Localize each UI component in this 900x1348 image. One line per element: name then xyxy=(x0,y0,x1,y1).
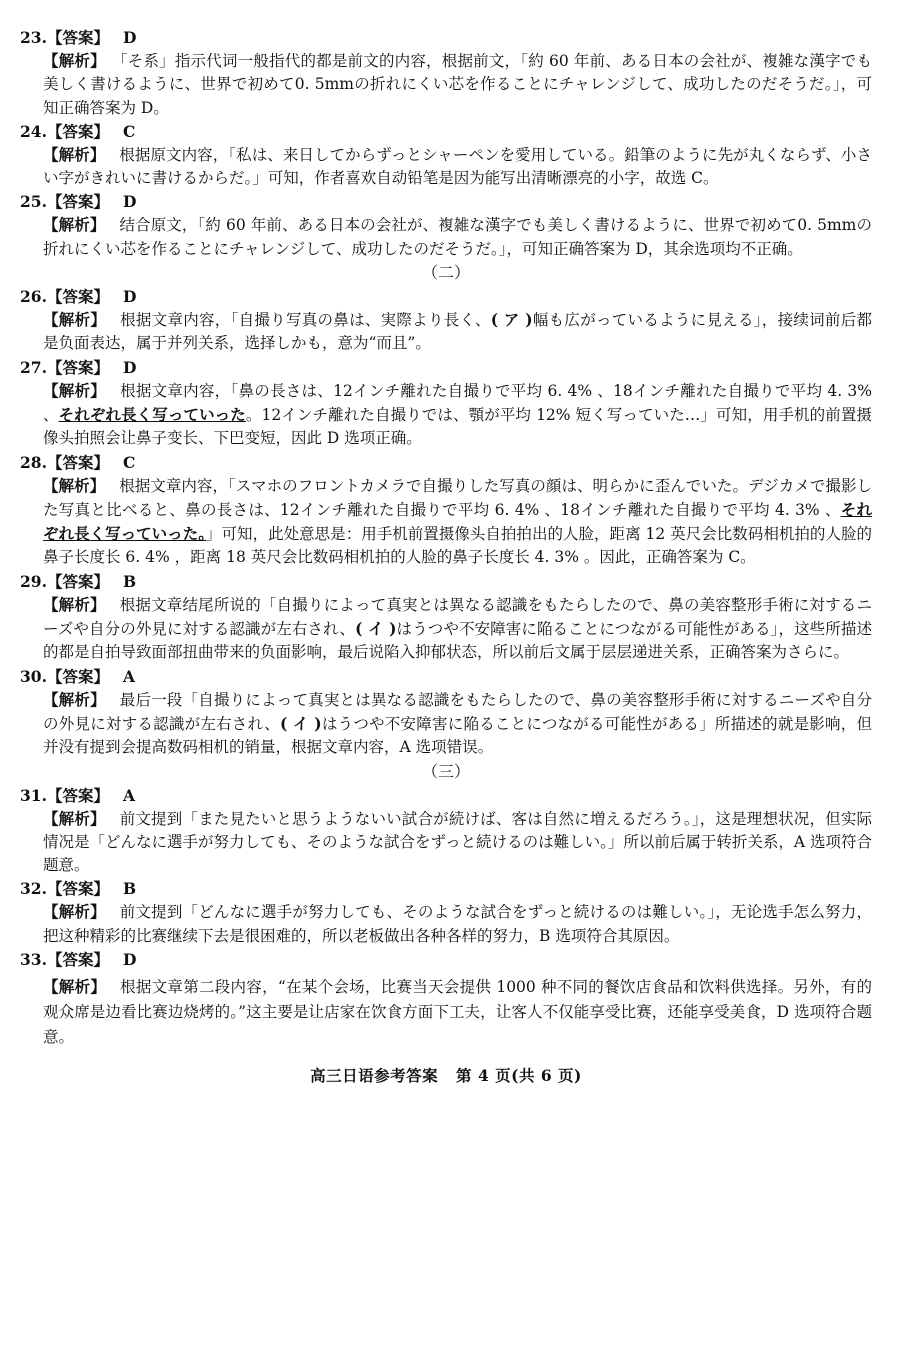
analysis-text xyxy=(20,308,872,356)
answer-value: A xyxy=(122,785,136,805)
analysis-segment: 前文提到「また見たいと思うようないい試合が続けば、客は自然に増えるだろう。」，这是理想状况，但实际情况是「どんなに選手が努力しても、そのような試合をずっと続けるのは難しい。」所以前后属于转折关系，A 选项符合题意。 xyxy=(43,809,872,875)
answer-label: 【答案】 xyxy=(46,879,109,899)
answer-item-23 xyxy=(20,26,872,120)
answer-line xyxy=(20,877,872,900)
question-number: 23. xyxy=(20,28,47,47)
items-group-3 xyxy=(20,784,872,1050)
analysis-text xyxy=(20,974,872,1050)
analysis-label: 【解析】 xyxy=(43,902,106,922)
answer-line xyxy=(20,26,872,49)
answer-item-25 xyxy=(20,190,872,261)
analysis-label: 【解析】 xyxy=(43,215,106,235)
answer-value: B xyxy=(122,879,137,899)
section-heading-3: （三） xyxy=(421,761,470,781)
answer-line xyxy=(20,190,872,213)
answer-value: D xyxy=(122,357,137,377)
answer-line xyxy=(20,285,872,308)
analysis-segment: 根据文章结尾所说的「自撮りによって真実とは異なる認識をもたらしたので、鼻の美容整形手術に対するニーズや自分の外見に対する認識が左右され、 xyxy=(43,595,872,639)
answer-label: 【答案】 xyxy=(46,785,109,805)
question-number: 26. xyxy=(20,287,47,307)
blank-marker: ( ア ) xyxy=(490,310,533,330)
answer-line xyxy=(20,948,872,971)
analysis-text xyxy=(20,593,872,665)
answer-value: C xyxy=(122,452,136,472)
page-footer xyxy=(20,1064,872,1086)
answer-line xyxy=(20,665,872,688)
answer-value: B xyxy=(122,571,137,591)
analysis-text xyxy=(20,213,872,261)
answer-item-28 xyxy=(20,451,872,570)
items-group-2 xyxy=(20,285,872,759)
analysis-segment: 前文提到「どんなに選手が努力しても、そのような試合をずっと続けるのは難しい。」，无论选手怎么努力，把这种精彩的比赛继续下去是很困难的，所以老板做出各种各样的努力，B 选项符合其原因。 xyxy=(43,903,872,945)
analysis-label: 【解析】 xyxy=(43,380,107,400)
answer-label: 【答案】 xyxy=(46,452,109,472)
answer-value: A xyxy=(122,666,136,686)
analysis-segment: 。12インチ離れた自撮りでは、顎が平均 12% 短く写っていた…」可知，用手机的前置摄像头拍照会让鼻子变长、下巴变短，因此 D 选项正确。 xyxy=(43,405,872,448)
analysis-segment: 「そ系」指示代词一般指代的都是前文的内容，根据前文，「約 60 年前、ある日本の会社が、複雑な漢字でも美しく書けるように、世界で初めて0. 5mmの折れにくい芯を作ることにチャレンジして、成功したのだそうだ。」，可知正确答案为 D。 xyxy=(43,52,872,117)
analysis-text xyxy=(20,379,872,451)
question-number: 30. xyxy=(20,666,47,686)
analysis-segment: 幅も広がっているように見える」，接续词前后都是负面表达，属于并列关系，选择しかも，意为“而且”。 xyxy=(43,311,872,353)
answer-label: 【答案】 xyxy=(46,192,109,212)
question-number: 29. xyxy=(20,571,47,591)
question-number: 25. xyxy=(20,192,47,212)
blank-marker: ( イ ) xyxy=(355,619,397,639)
answer-line xyxy=(20,120,872,143)
analysis-text xyxy=(20,688,872,760)
analysis-segment: 根据文章内容，「自撮り写真の鼻は、実際より長く、 xyxy=(120,311,491,330)
answer-value: D xyxy=(122,28,137,47)
section-heading-2: （二） xyxy=(421,263,470,283)
analysis-segment: 」可知，此处意思是：用手机前置摄像头自拍拍出的人脸，距离 12 英尺会比数码相机拍的人脸的鼻子长度长 6. 4% ，距离 18 英尺会比数码相机拍的人脸的鼻子长度长 4. 3% 。因此，正确答案为 C。 xyxy=(43,525,872,567)
analysis-label: 【解析】 xyxy=(43,310,107,330)
analysis-text xyxy=(20,143,872,191)
answer-item-32 xyxy=(20,877,872,948)
blank-marker: ( イ ) xyxy=(279,713,322,733)
answer-line xyxy=(20,570,872,593)
answer-item-31 xyxy=(20,784,872,878)
analysis-segment: 根据原文内容，「私は、来日してからずっとシャーペンを愛用している。鉛筆のように先が丸くならず、小さい字がきれいに書けるからだ。」可知，作者喜欢自动铅笔是因为能写出清晰漂亮的小字，故选 C。 xyxy=(43,145,872,188)
answer-label: 【答案】 xyxy=(46,950,109,970)
answer-item-29 xyxy=(20,570,872,665)
analysis-label: 【解析】 xyxy=(43,51,106,70)
answer-label: 【答案】 xyxy=(46,287,109,307)
answer-line xyxy=(20,451,872,474)
answer-value: D xyxy=(122,287,137,307)
question-number: 31. xyxy=(20,785,47,805)
answer-label: 【答案】 xyxy=(46,121,109,141)
analysis-text xyxy=(20,900,872,948)
question-number: 27. xyxy=(20,357,47,377)
items-group-1 xyxy=(20,26,872,261)
answer-label: 【答案】 xyxy=(46,357,109,377)
analysis-segment: 根据文章内容，「スマホのフロントカメラで自撮りした写真の顔は、明らかに歪んでいた。デジカメで撮影した写真と比べると、鼻の長さは、12インチ離れた自撮りで平均 6. 4% 、18インチ離れた自撮りで平均 4. 3% 、 xyxy=(43,476,872,519)
answer-item-24 xyxy=(20,120,872,191)
underlined-quote: それぞれ長く写っていった xyxy=(58,404,246,424)
answer-value: D xyxy=(122,192,137,212)
analysis-segment: はうつや不安障害に陥ることにつながる可能性がある」，这些所描述的都是自拍导致面部扭曲带来的负面影响，最后说陷入抑郁状态，所以前后文属于层层递进关系，正确答案为さらに。 xyxy=(43,620,872,662)
question-number: 24. xyxy=(20,121,47,141)
footer-page-number: 第 4 页(共 6 页) xyxy=(456,1066,582,1086)
analysis-text xyxy=(20,49,872,120)
analysis-label: 【解析】 xyxy=(43,144,106,164)
analysis-segment: はうつや不安障害に陥ることにつながる可能性がある」所描述的就是影响，但并没有提到会提高数码相机的销量，根据文章内容，A 选项错误。 xyxy=(43,714,873,757)
question-number: 33. xyxy=(20,950,47,970)
answer-item-30 xyxy=(20,665,872,760)
analysis-segment: 最后一段「自撮りによって真実とは異なる認識をもたらしたので、鼻の美容整形手術に対するニーズや自分の外見に対する認識が左右され、 xyxy=(43,690,872,733)
answer-line xyxy=(20,356,872,379)
analysis-segment: 结合原文，「約 60 年前、ある日本の会社が、複雑な漢字でも美しく書けるように、世界で初めて0. 5mmの折れにくい芯を作ることにチャレンジして、成功したのだそうだ。」，可知正确答案为 D，其余选项均不正确。 xyxy=(43,216,872,258)
analysis-label: 【解析】 xyxy=(43,594,106,614)
answer-label: 【答案】 xyxy=(46,28,109,47)
footer-title: 高三日语参考答案 xyxy=(310,1066,439,1086)
analysis-label: 【解析】 xyxy=(43,977,107,997)
question-number: 28. xyxy=(20,452,47,472)
analysis-label: 【解析】 xyxy=(43,475,106,495)
analysis-label: 【解析】 xyxy=(43,808,106,828)
analysis-text xyxy=(20,474,872,570)
answer-item-26 xyxy=(20,285,872,356)
analysis-segment: 根据文章内容，「鼻の長さは、12インチ離れた自撮りで平均 6. 4% 、18インチ離れた自撮りで平均 4. 3% 、 xyxy=(43,381,872,424)
answer-value: D xyxy=(122,950,137,970)
answer-item-33 xyxy=(20,948,872,1050)
answer-value: C xyxy=(122,121,136,141)
analysis-text xyxy=(20,807,872,878)
answer-label: 【答案】 xyxy=(46,666,109,686)
answer-item-27 xyxy=(20,356,872,451)
underlined-quote: それぞれ長く写っていった。 xyxy=(43,499,872,544)
answer-line xyxy=(20,784,872,807)
analysis-segment: 根据文章第二段内容，“在某个会场，比赛当天会提供 1000 种不同的餐饮店食品和饮料供选择。另外，有的观众席是边看比赛边烧烤的。”这主要是让店家在饮食方面下工夫，让客人不仅能享受比赛，还能享受美食，D 选项符合题意。 xyxy=(43,978,872,1047)
analysis-label: 【解析】 xyxy=(43,689,106,709)
answer-label: 【答案】 xyxy=(46,571,109,591)
question-number: 32. xyxy=(20,879,47,899)
